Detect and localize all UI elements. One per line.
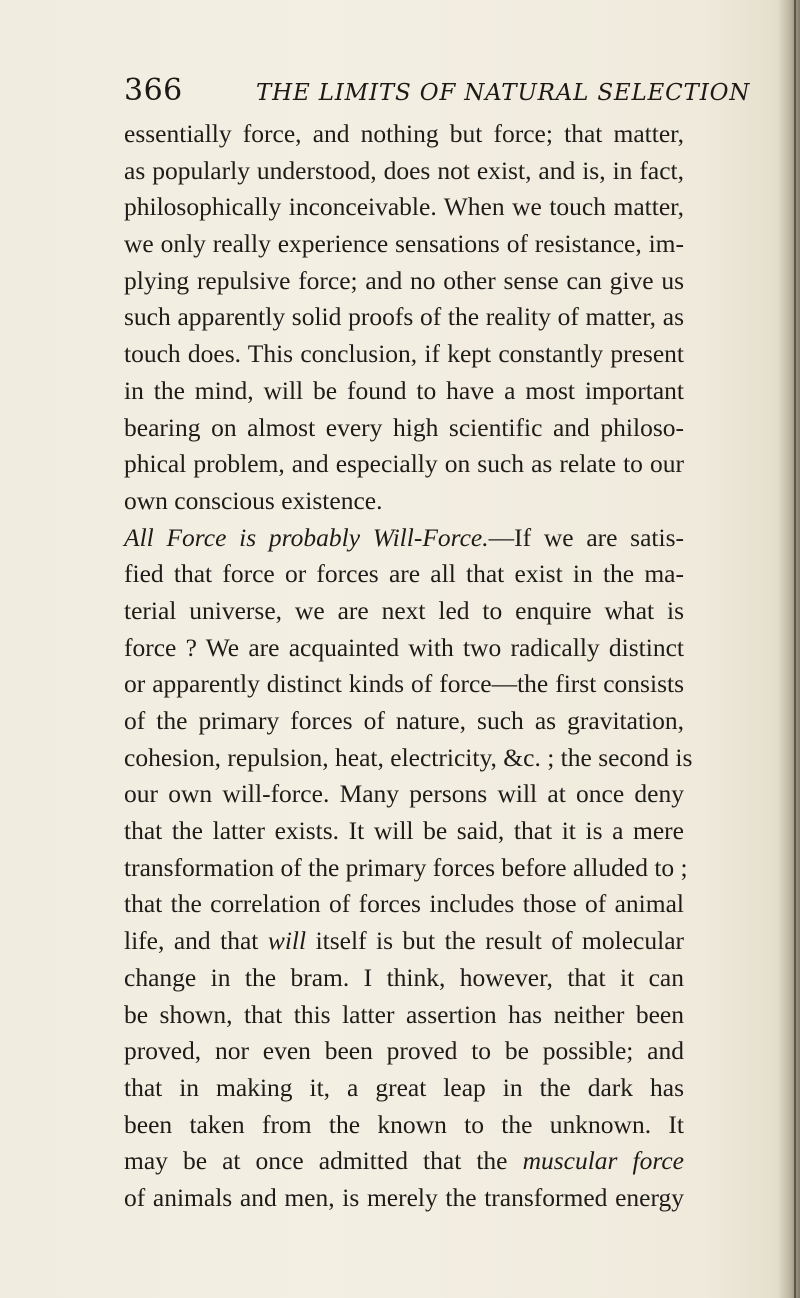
text-line: touch does. This conclusion, if kept constantly present	[124, 339, 684, 369]
text-segment: may be at once admitted that the	[124, 1146, 523, 1176]
running-head-title: THE LIMITS OF NATURAL SELECTION	[256, 80, 751, 106]
page-edge-shadow	[778, 0, 800, 1298]
text-line-with-emphasis	[124, 923, 684, 960]
text-line: in the mind, will be found to have a most important	[124, 375, 684, 405]
emphasis-phrase: muscular force	[522, 1146, 684, 1176]
text-line: that in making it, a great leap in the dark has	[124, 1072, 684, 1102]
text-line: fied that force or forces are all that exist in the ma-	[124, 559, 684, 589]
text-line: be shown, that this latter assertion has neither been	[124, 999, 684, 1029]
text-line: we only really experience sensations of resistance, im-	[124, 229, 684, 259]
text-line: such apparently solid proofs of the reality of matter, as	[124, 302, 684, 332]
text-line: our own will-force. Many persons will at once deny	[124, 779, 684, 809]
text-segment: life, and that	[124, 926, 268, 956]
emphasis-word: will	[267, 926, 307, 956]
section-heading: All Force is probably Will-Force.	[124, 522, 489, 552]
text-line: transformation of the primary forces before alluded to ;	[124, 852, 688, 882]
text-line: of the primary forces of nature, such as gravitation,	[124, 706, 684, 735]
text-line: own conscious existence.	[124, 485, 383, 515]
page-edge-line	[794, 0, 796, 1298]
text-line: terial universe, we are next led to enquire what is	[124, 595, 684, 625]
section-heading-line	[124, 520, 684, 557]
page-number: 366	[124, 73, 183, 108]
text-segment: —If we are satis-	[488, 522, 684, 552]
text-line: proved, nor even been proved to be possible; and	[124, 1036, 684, 1066]
text-line: phical problem, and especially on such as relate to our	[124, 449, 684, 479]
text-line: plying repulsive force; and no other sense can give us	[124, 265, 684, 295]
text-line: been taken from the known to the unknown. It	[124, 1109, 684, 1139]
text-line: that the correlation of forces includes those of animal	[124, 889, 684, 919]
running-head	[124, 66, 751, 116]
text-line: as popularly understood, does not exist, and is, in fact,	[124, 155, 684, 185]
text-line-with-emphasis	[124, 1143, 684, 1180]
text-line: of animals and men, is merely the transformed energy	[124, 1182, 684, 1212]
text-line: philosophically inconceivable. When we touch matter,	[124, 192, 684, 222]
text-line: that the latter exists. It will be said, that it is a mere	[124, 816, 684, 846]
text-segment: itself is but the result of molecular	[306, 926, 685, 956]
text-line: essentially force, and nothing but force; that matter,	[124, 119, 684, 148]
text-line: change in the bram. I think, however, that it can	[124, 962, 684, 992]
text-line: or apparently distinct kinds of force—the first consists	[124, 669, 684, 699]
text-line: force ? We are acquainted with two radically distinct	[124, 632, 684, 662]
text-line: bearing on almost every high scientific and philoso-	[124, 412, 684, 442]
body-text	[124, 116, 693, 1217]
text-line: cohesion, repulsion, heat, electricity, &c. ; the second is	[124, 742, 693, 772]
